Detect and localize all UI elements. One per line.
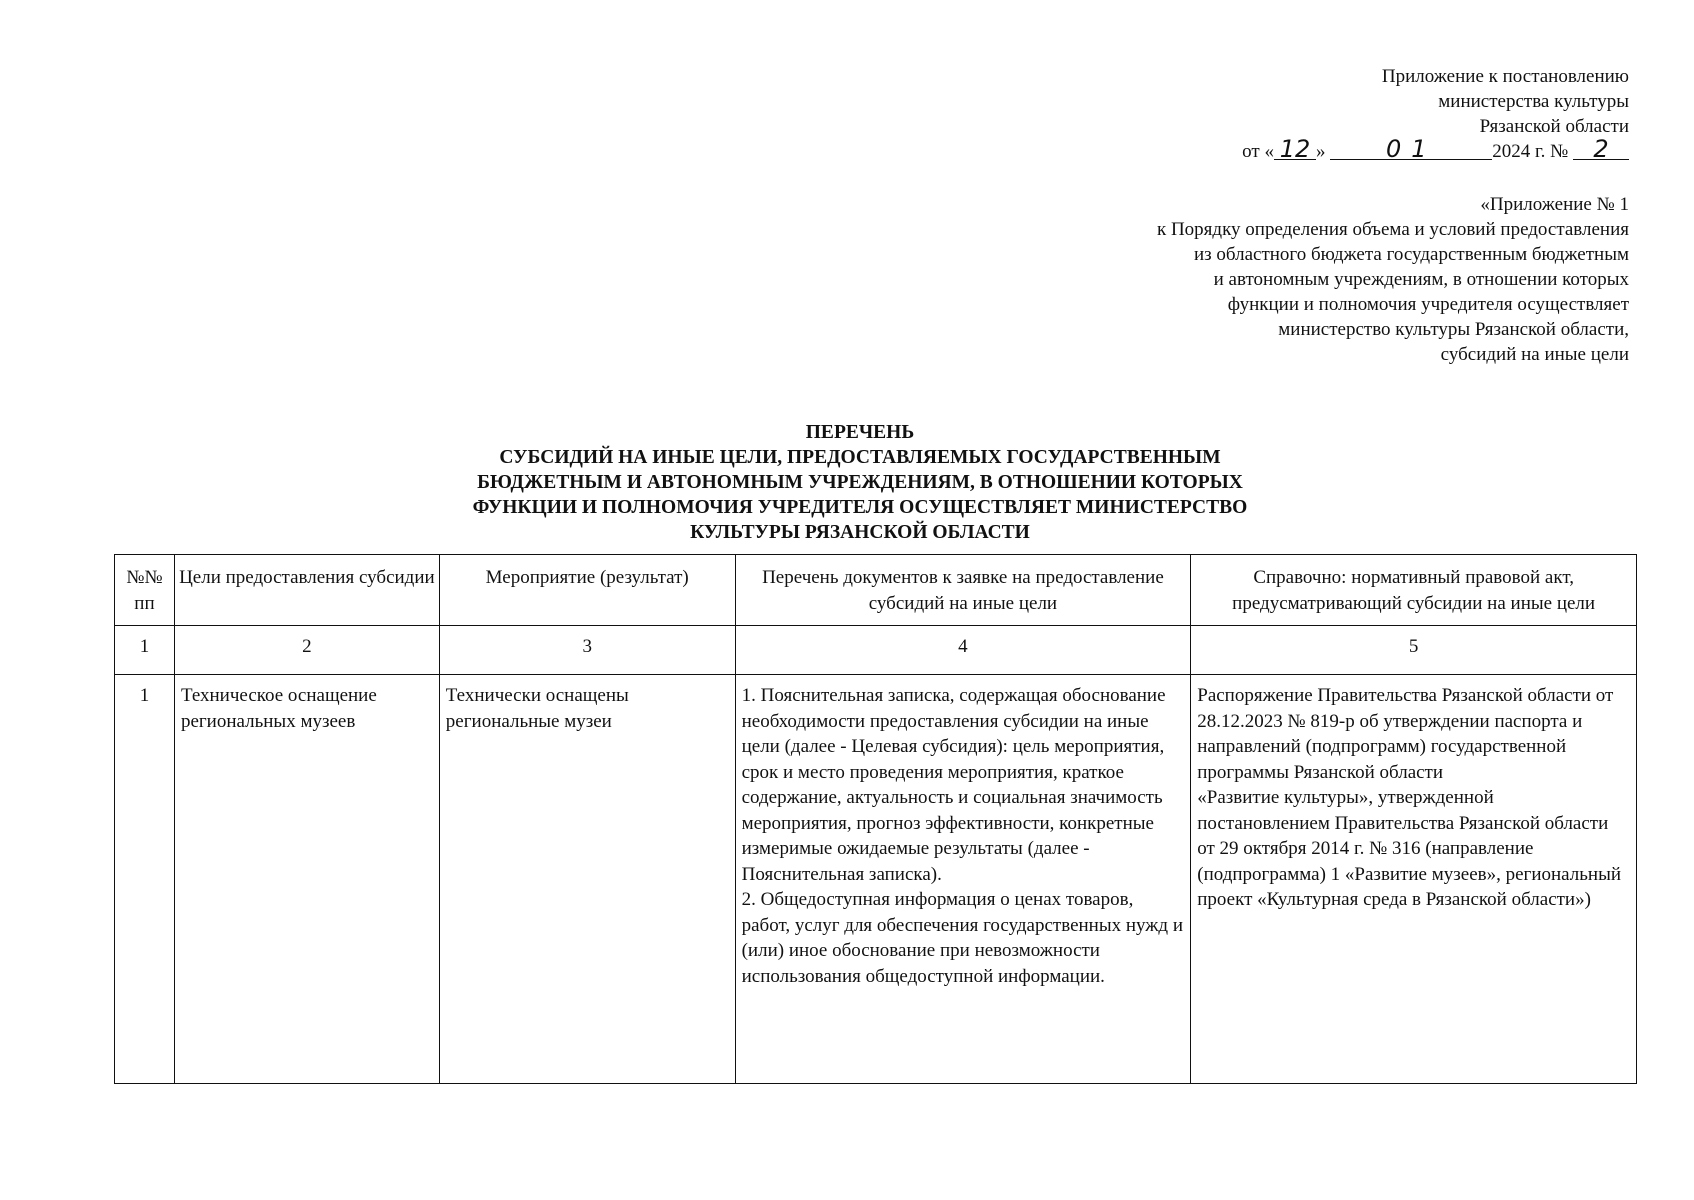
act-paragraph: Распоряжение Правительства Рязанской области от 28.12.2023 № 819-р об утверждении паспорта и направлений (подпрограмм) государственной программы Рязанской области bbox=[1197, 685, 1614, 783]
title-line: ПЕРЕЧЕНЬ bbox=[805, 422, 915, 443]
act-paragraph: «Развитие культуры», утвержденной постановлением Правительства Рязанской области от 29 октября 2014 г. № 316 (направление (подпрограмма) 1 «Развитие музеев», региональный проект «Культурная среда в Рязанской области») bbox=[1197, 787, 1622, 910]
date-year: 2024 г. № bbox=[1492, 141, 1569, 162]
appendix-line: и автономным учреждениям, в отношении которых bbox=[1213, 269, 1629, 290]
column-number-row bbox=[115, 626, 1637, 675]
doc-number-handwritten: 2 bbox=[1573, 139, 1629, 160]
header-cell-act: Справочно: нормативный правовой акт, предусматривающий субсидии на иные цели bbox=[1191, 555, 1637, 626]
column-number-cell: 3 bbox=[439, 626, 735, 675]
appendix-line: из областного бюджета государственным бюджетным bbox=[1193, 244, 1629, 265]
goal-cell: Техническое оснащение региональных музеев bbox=[174, 675, 439, 1084]
column-number-cell: 4 bbox=[735, 626, 1191, 675]
title-line: СУБСИДИЙ НА ИНЫЕ ЦЕЛИ, ПРЕДОСТАВЛЯЕМЫХ ГОСУДАРСТВЕННЫМ bbox=[499, 447, 1221, 468]
date-line bbox=[1242, 135, 1629, 164]
title-line: КУЛЬТУРЫ РЯЗАНСКОЙ ОБЛАСТИ bbox=[690, 522, 1030, 543]
header-line-1: Приложение к постановлению bbox=[1381, 66, 1629, 87]
title-line: ФУНКЦИИ И ПОЛНОМОЧИЯ УЧРЕДИТЕЛЯ ОСУЩЕСТВЛЯЕТ МИНИСТЕРСТВО bbox=[472, 497, 1248, 518]
header-line-3: Рязанской области bbox=[1479, 116, 1629, 137]
date-mid: » bbox=[1315, 141, 1326, 162]
appendix-line: к Порядку определения объема и условий предоставления bbox=[1156, 219, 1629, 240]
date-month-handwritten: 01 bbox=[1330, 139, 1492, 160]
date-day-handwritten: 12 bbox=[1274, 139, 1316, 160]
header-line-2: министерства культуры bbox=[1438, 91, 1629, 112]
act-cell bbox=[1191, 675, 1637, 1084]
header-cell-event: Мероприятие (результат) bbox=[439, 555, 735, 626]
row-number-cell: 1 bbox=[115, 675, 175, 1084]
document-item: 2. Общедоступная информация о ценах товаров, работ, услуг для обеспечения государственных нужд и (или) иное обоснование при невозможности использования общедоступной информации. bbox=[741, 889, 1184, 987]
appendix-block bbox=[1157, 192, 1629, 367]
appendix-line: «Приложение № 1 bbox=[1480, 194, 1629, 215]
appendix-line: функции и полномочия учредителя осуществляет bbox=[1227, 294, 1629, 315]
header-cell-documents: Перечень документов к заявке на предоставление субсидий на иные цели bbox=[735, 555, 1191, 626]
table-row bbox=[115, 675, 1637, 1084]
subsidies-table bbox=[114, 554, 1637, 1084]
title-line: БЮДЖЕТНЫМ И АВТОНОМНЫМ УЧРЕЖДЕНИЯМ, В ОТНОШЕНИИ КОТОРЫХ bbox=[477, 472, 1243, 493]
event-cell: Технически оснащены региональные музеи bbox=[439, 675, 735, 1084]
header-block bbox=[1242, 64, 1629, 164]
column-number-cell: 5 bbox=[1191, 626, 1637, 675]
date-prefix: от « bbox=[1242, 141, 1274, 162]
appendix-line: министерство культуры Рязанской области, bbox=[1278, 319, 1629, 340]
document-item: 1. Пояснительная записка, содержащая обоснование необходимости предоставления субсидии на иные цели (далее - Целевая субсидия): цель мероприятия, срок и место проведения мероприятия, краткое содержание, актуальность и социальная значимость мероприятия, прогноз эффективности, конкретные измеримые ожидаемые результаты (далее - Пояснительная записка). bbox=[741, 685, 1166, 885]
column-number-cell: 2 bbox=[174, 626, 439, 675]
table-header-row bbox=[115, 555, 1637, 626]
header-cell-goal: Цели предоставления субсидии bbox=[174, 555, 439, 626]
documents-cell bbox=[735, 675, 1191, 1084]
header-cell-number: №№ пп bbox=[115, 555, 175, 626]
column-number-cell: 1 bbox=[115, 626, 175, 675]
document-title bbox=[380, 420, 1340, 545]
appendix-line: субсидий на иные цели bbox=[1440, 344, 1629, 365]
